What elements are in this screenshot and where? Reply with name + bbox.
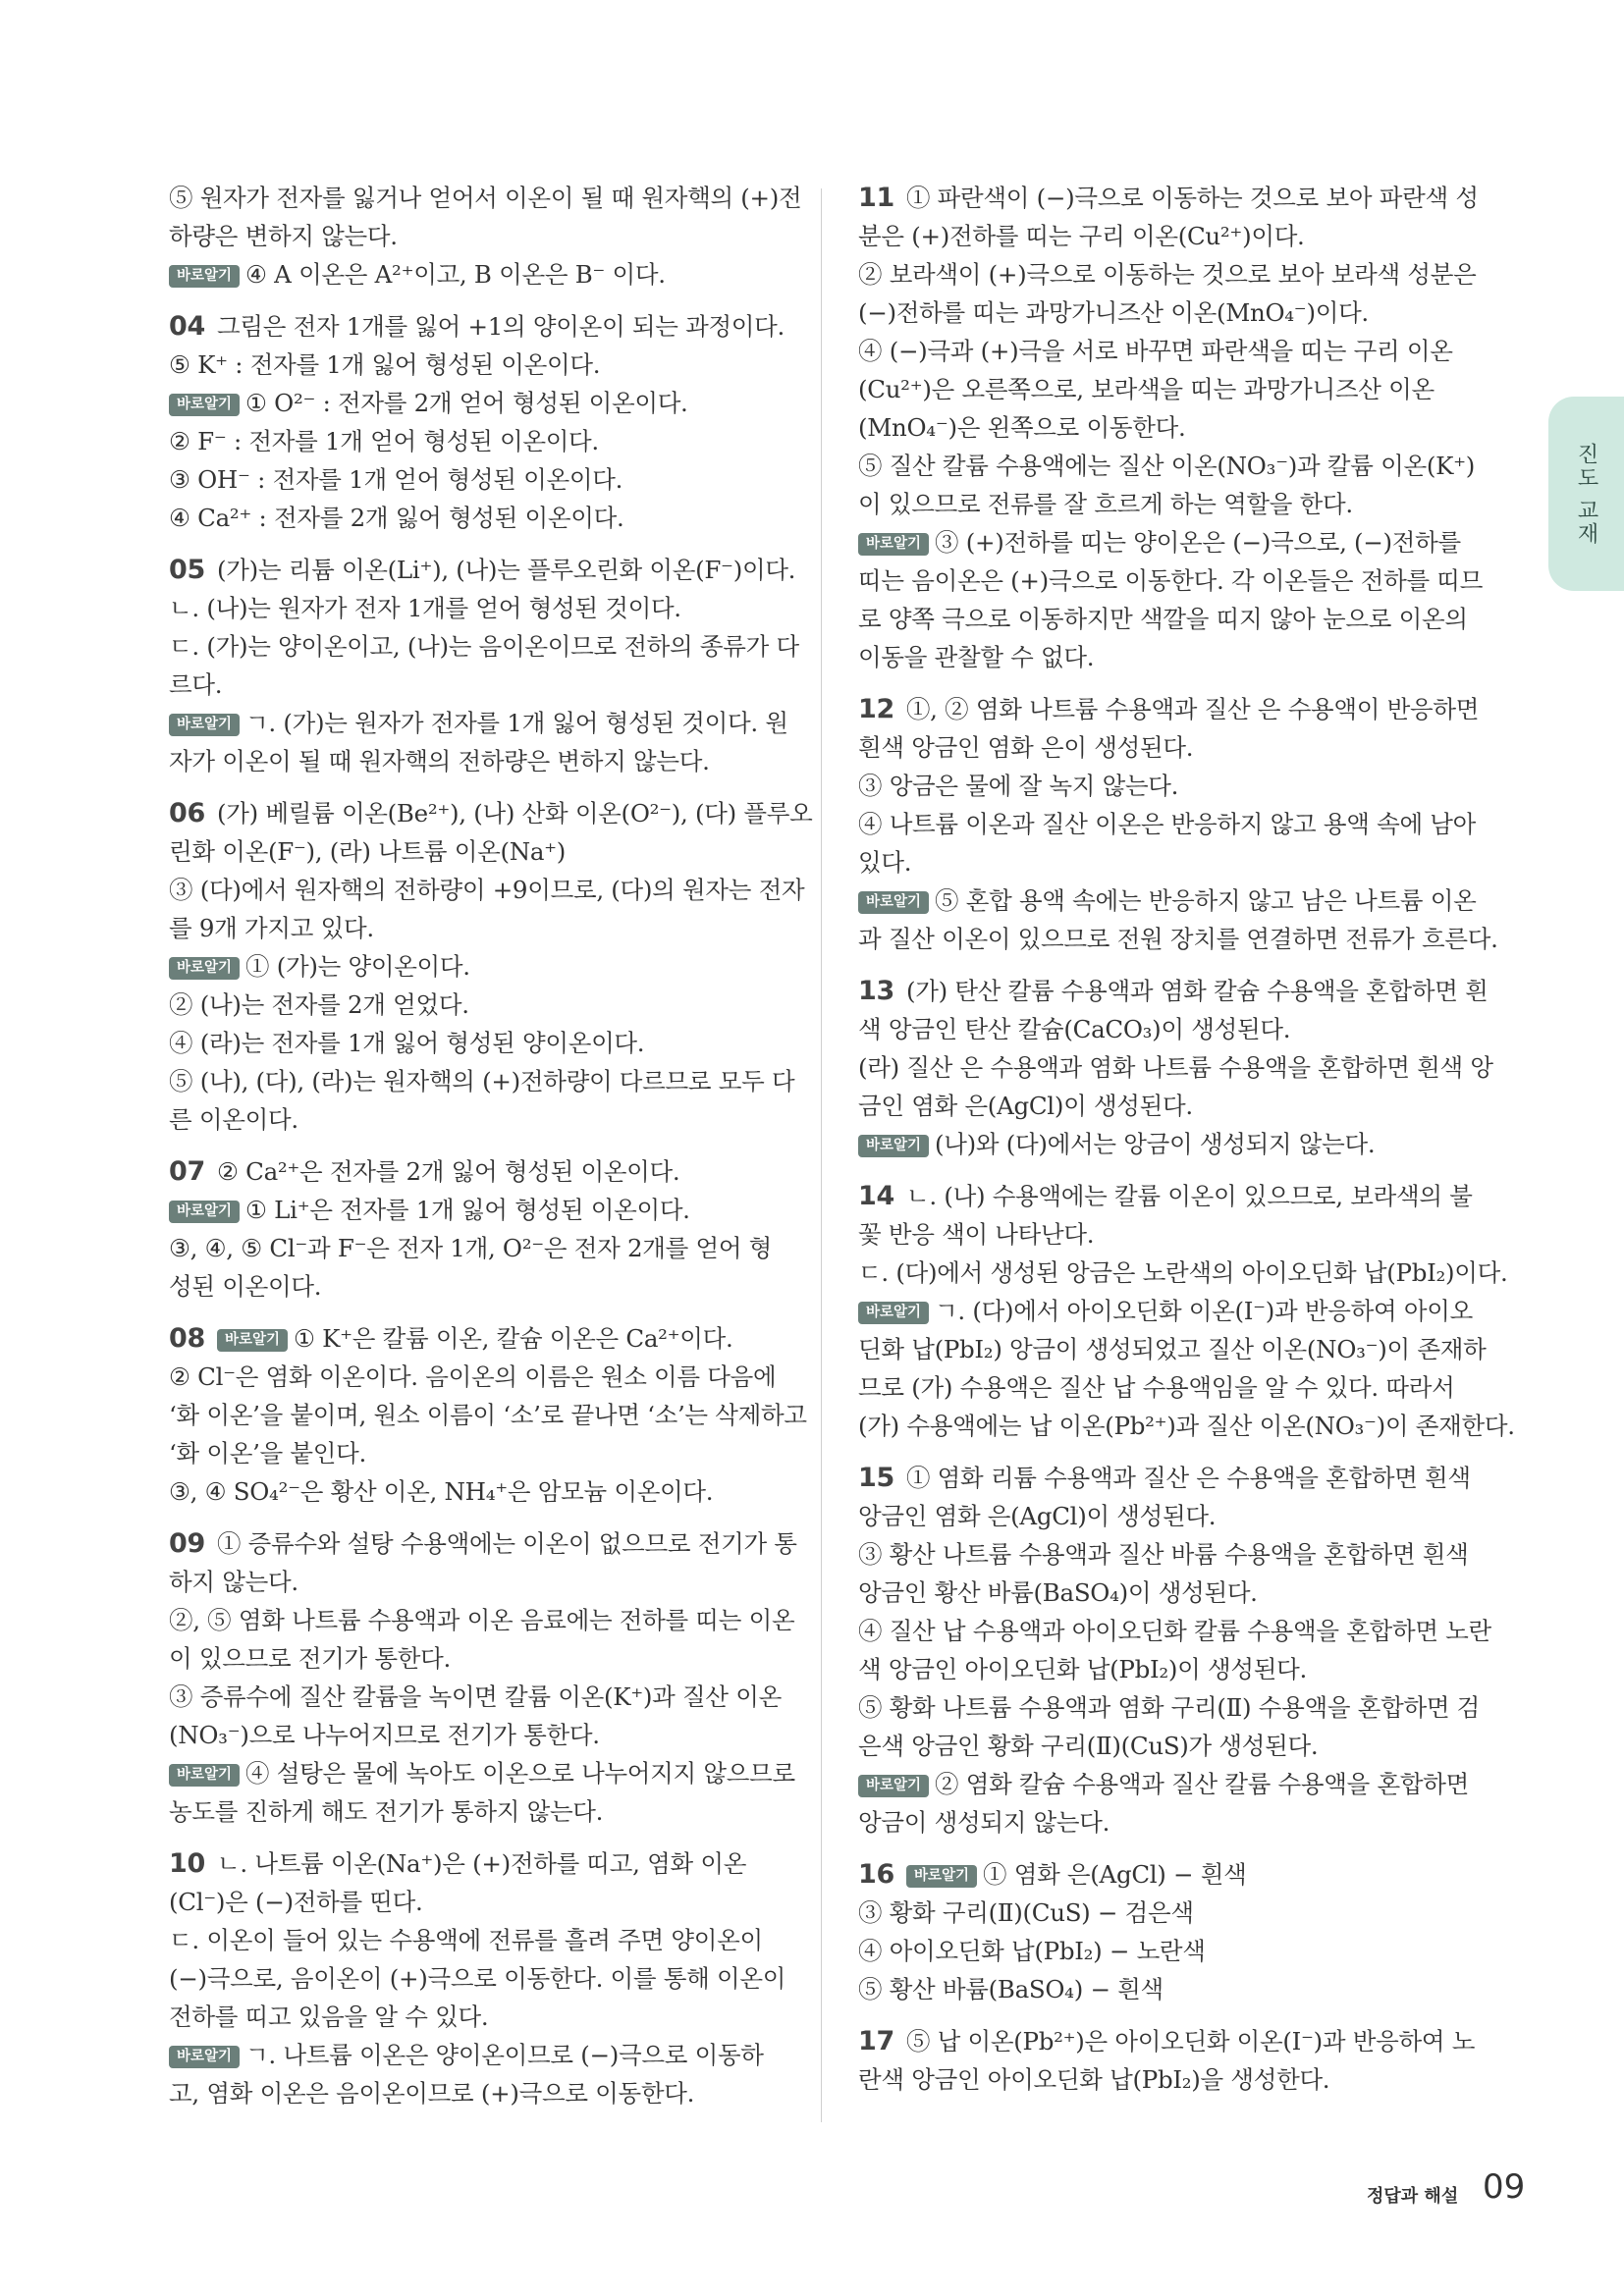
- line-text: ⑤ K⁺ : 전자를 1개 잃어 형성된 이온이다.: [169, 350, 601, 379]
- answer-line: [169, 1601, 795, 1639]
- line-text: ⑤ 황산 바륨(BaSO₄) − 흰색: [858, 1975, 1164, 2003]
- line-text: ‘화 이온’을 붙이며, 원소 이름이 ‘소’로 끝나면 ‘소’는 삭제하고: [169, 1401, 807, 1429]
- side-tab[interactable]: [1548, 397, 1624, 591]
- answer-line: [169, 1434, 787, 1472]
- line-text: ④ 질산 납 수용액과 아이오딘화 칼륨 수용액을 혼합하면 노란: [858, 1617, 1491, 1645]
- correction-badge: 바로알기: [169, 714, 240, 736]
- line-text: 딘화 납(PbI₂) 앙금이 생성되었고 질산 이온(NO₃⁻)이 존재하: [858, 1335, 1487, 1363]
- line-text: ⑤ 혼합 용액 속에는 반응하지 않고 남은 나트륨 이온: [935, 886, 1477, 915]
- answer-line: [858, 843, 1469, 881]
- answer-line: [858, 881, 1477, 920]
- line-text: ① 증류수와 설탕 수용액에는 이온이 없으므로 전기가 통: [216, 1529, 797, 1558]
- line-text: 성된 이온이다.: [169, 1272, 322, 1301]
- correction-badge: 바로알기: [906, 1865, 977, 1888]
- line-text: ① (가)는 양이온이다.: [245, 952, 470, 981]
- answer-entry: [169, 1152, 787, 1306]
- correction-badge: 바로알기: [169, 1201, 240, 1223]
- answer-line: [858, 1177, 1473, 1215]
- answer-line: [858, 179, 1479, 217]
- answer-entry: [169, 307, 787, 537]
- question-number: 07: [169, 1156, 205, 1187]
- correction-badge: 바로알기: [169, 2046, 240, 2068]
- answer-line: [169, 1844, 787, 1883]
- line-text: ⑤ 납 이온(Pb²⁺)은 아이오딘화 이온(I⁻)과 반응하여 노: [905, 2027, 1476, 2056]
- answer-line: [858, 1087, 1469, 1125]
- answer-line: [858, 600, 1469, 638]
- question-number: 14: [858, 1181, 894, 1211]
- answer-line: [169, 346, 787, 384]
- answer-line: [858, 1688, 1481, 1727]
- line-text: 이동을 관찰할 수 없다.: [858, 643, 1095, 671]
- answer-entry: [169, 1319, 807, 1511]
- line-text: 이 있으므로 전류를 잘 흐르게 하는 역할을 한다.: [858, 490, 1353, 518]
- answer-line: [169, 1754, 795, 1792]
- line-text: ㄷ. (다)에서 생성된 앙금은 노란색의 아이오딘화 납(PbI₂)이다.: [858, 1258, 1508, 1287]
- answer-line: [858, 485, 1469, 523]
- line-text: 과 질산 이온이 있으므로 전원 장치를 연결하면 전류가 흐른다.: [858, 925, 1498, 953]
- answer-line: [169, 794, 813, 832]
- line-text: 은색 앙금인 황화 구리(Ⅱ)(CuS)가 생성된다.: [858, 1732, 1319, 1760]
- answer-line: [169, 217, 787, 255]
- answer-line: [169, 1524, 797, 1563]
- answer-entry: [169, 794, 813, 1139]
- line-text: 흰색 앙금인 염화 은이 생성된다.: [858, 733, 1194, 762]
- answer-entry: [858, 1855, 1469, 2008]
- answer-line: [169, 666, 787, 704]
- question-number: 10: [169, 1848, 205, 1879]
- line-text: ① 파란색이 (−)극으로 이동하는 것으로 보아 파란색 성: [905, 184, 1479, 212]
- line-text: 띠는 음이온은 (+)극으로 이동한다. 각 이온들은 전하를 띠므: [858, 566, 1484, 595]
- line-text: (가) 탄산 칼륨 수용액과 염화 칼슘 수용액을 혼합하면 흰: [905, 977, 1489, 1005]
- answer-line: [858, 1535, 1469, 1574]
- answer-line: [169, 1024, 787, 1062]
- answer-line: [858, 1497, 1469, 1535]
- correction-badge: 바로알기: [858, 1302, 929, 1324]
- answer-line: [858, 332, 1469, 370]
- left-column: [169, 179, 813, 2126]
- answer-line: [169, 1062, 795, 1100]
- question-number: 12: [858, 694, 894, 724]
- line-text: ① 염화 은(AgCl) − 흰색: [983, 1860, 1247, 1889]
- line-text: 하량은 변하지 않는다.: [169, 222, 398, 250]
- line-text: ㄱ. (가)는 원자가 전자를 1개 잃어 형성된 것이다. 원: [245, 709, 788, 737]
- answer-line: [858, 408, 1469, 447]
- correction-badge: 바로알기: [169, 394, 240, 416]
- answer-line: [858, 972, 1489, 1010]
- line-text: ⑤ (나), (다), (라)는 원자핵의 (+)전하량이 다르므로 모두 다: [169, 1067, 795, 1095]
- answer-entry: [169, 1844, 787, 2112]
- answer-entry: [858, 1177, 1515, 1445]
- line-text: 농도를 진하게 해도 전기가 통하지 않는다.: [169, 1797, 604, 1826]
- line-text: 므로 (가) 수용액은 질산 납 수용액임을 알 수 있다. 따라서: [858, 1373, 1455, 1402]
- question-number: 04: [169, 311, 205, 342]
- correction-badge: 바로알기: [169, 1764, 240, 1787]
- line-text: (−)극으로, 음이온이 (+)극으로 이동한다. 이를 통해 이온이: [169, 1964, 786, 1993]
- line-text: ③, ④ SO₄²⁻은 황산 이온, NH₄⁺은 암모늄 이온이다.: [169, 1477, 714, 1506]
- right-column: [858, 179, 1515, 2112]
- line-text: ③ OH⁻ : 전자를 1개 얻어 형성된 이온이다.: [169, 465, 623, 494]
- line-text: (가) 베릴륨 이온(Be²⁺), (나) 산화 이온(O²⁻), (다) 플루오: [216, 799, 813, 828]
- answer-line: [169, 1563, 787, 1601]
- answer-line: [858, 1330, 1487, 1368]
- answer-line: [169, 1921, 787, 1959]
- line-text: ① Li⁺은 전자를 1개 잃어 형성된 이온이다.: [245, 1196, 690, 1224]
- line-text: ②, ⑤ 염화 나트륨 수용액과 이온 음료에는 전하를 띠는 이온: [169, 1606, 795, 1634]
- line-text: 란색 앙금인 아이오딘화 납(PbI₂)을 생성한다.: [858, 2065, 1330, 2094]
- page-number: 09: [1483, 2167, 1526, 2207]
- line-text: ② Ca²⁺은 전자를 2개 잃어 형성된 이온이다.: [216, 1157, 680, 1186]
- line-text: ① K⁺은 칼륨 이온, 칼슘 이온은 Ca²⁺이다.: [294, 1324, 733, 1353]
- answer-line: [858, 1010, 1469, 1048]
- line-text: 전하를 띠고 있음을 알 수 있다.: [169, 2002, 489, 2031]
- side-tab-label: 진도 교재: [1574, 442, 1598, 546]
- line-text: 있다.: [858, 848, 912, 877]
- answer-line: [169, 1191, 787, 1229]
- line-text: ⑤ 질산 칼륨 수용액에는 질산 이온(NO₃⁻)과 칼륨 이온(K⁺): [858, 452, 1475, 480]
- answer-line: [169, 742, 787, 780]
- answer-line: [169, 1998, 787, 2036]
- answer-line: [858, 1574, 1469, 1612]
- line-text: 를 9개 가지고 있다.: [169, 914, 374, 942]
- column-divider: [821, 188, 822, 2122]
- answer-line: [169, 1959, 787, 1998]
- answer-line: [858, 1765, 1469, 1803]
- correction-badge: 바로알기: [169, 957, 240, 980]
- answer-line: [169, 704, 787, 742]
- answer-line: [858, 1727, 1469, 1765]
- answer-line: [169, 589, 787, 627]
- answer-line: [169, 460, 787, 499]
- line-text: ③ 앙금은 물에 잘 녹지 않는다.: [858, 772, 1179, 800]
- line-text: ㄱ. (다)에서 아이오딘화 이온(I⁻)과 반응하여 아이오: [935, 1297, 1473, 1325]
- line-text: ④ 나트륨 이온과 질산 이온은 반응하지 않고 용액 속에 남아: [858, 810, 1477, 838]
- answer-line: [169, 871, 805, 909]
- answer-line: [858, 1459, 1469, 1497]
- line-text: ② Cl⁻은 염화 이온이다. 음이온의 이름은 원소 이름 다음에: [169, 1362, 777, 1391]
- line-text: ② 보라색이 (+)극으로 이동하는 것으로 보아 보라색 성분은: [858, 260, 1477, 289]
- correction-badge: 바로알기: [169, 265, 240, 288]
- line-text: ‘화 이온’을 붙인다.: [169, 1439, 367, 1468]
- answer-line: [169, 1396, 807, 1434]
- answer-line: [858, 447, 1475, 485]
- line-text: ② 염화 칼슘 수용액과 질산 칼륨 수용액을 혼합하면: [935, 1770, 1469, 1798]
- line-text: (라) 질산 은 수용액과 염화 나트륨 수용액을 혼합하면 흰색 앙: [858, 1053, 1493, 1082]
- line-text: ③ 황산 나트륨 수용액과 질산 바륨 수용액을 혼합하면 흰색: [858, 1540, 1469, 1569]
- answer-line: [169, 1229, 787, 1267]
- answer-line: [169, 1716, 787, 1754]
- line-text: 앙금인 염화 은(AgCl)이 생성된다.: [858, 1502, 1217, 1530]
- line-text: ③, ④, ⑤ Cl⁻과 F⁻은 전자 1개, O²⁻은 전자 2개를 얻어 형: [169, 1234, 773, 1262]
- correction-badge: 바로알기: [858, 1135, 929, 1157]
- line-text: ③ (+)전하를 띠는 양이온은 (−)극으로, (−)전하를: [935, 528, 1461, 557]
- line-text: (NO₃⁻)으로 나누어지므로 전기가 통한다.: [169, 1721, 600, 1749]
- question-number: 09: [169, 1528, 205, 1559]
- answer-line: [169, 832, 787, 871]
- answer-line: [169, 1883, 787, 1921]
- answer-entry: [858, 179, 1484, 676]
- answer-line: [169, 1678, 787, 1716]
- line-text: ④ (−)극과 (+)극을 서로 바꾸면 파란색을 띠는 구리 이온: [858, 337, 1453, 365]
- question-number: 15: [858, 1463, 894, 1493]
- line-text: ⑤ 원자가 전자를 잃거나 얻어서 이온이 될 때 원자핵의 (+)전: [169, 184, 802, 212]
- line-text: 이 있으므로 전기가 통한다.: [169, 1644, 451, 1673]
- answer-line: [858, 1803, 1469, 1842]
- answer-entry: [858, 690, 1498, 958]
- line-text: 앙금이 생성되지 않는다.: [858, 1808, 1110, 1837]
- answer-line: [169, 909, 787, 947]
- line-text: ㄱ. 나트륨 이온은 양이온이므로 (−)극으로 이동하: [245, 2041, 764, 2069]
- answer-entry: [169, 551, 799, 780]
- answer-line: [169, 1267, 787, 1306]
- answer-line: [858, 1894, 1469, 1932]
- line-text: (MnO₄⁻)은 왼쪽으로 이동한다.: [858, 413, 1186, 442]
- answer-line: [858, 370, 1469, 408]
- line-text: ⑤ 황화 나트륨 수용액과 염화 구리(Ⅱ) 수용액을 혼합하면 검: [858, 1693, 1481, 1722]
- line-text: 자가 이온이 될 때 원자핵의 전하량은 변하지 않는다.: [169, 747, 710, 775]
- answer-line: [858, 2060, 1469, 2099]
- line-text: (−)전하를 띠는 과망가니즈산 이온(MnO₄⁻)이다.: [858, 298, 1369, 327]
- answer-line: [169, 422, 787, 460]
- answer-line: [169, 384, 787, 422]
- answer-line: [858, 690, 1480, 728]
- line-text: 그림은 전자 1개를 잃어 +1의 양이온이 되는 과정이다.: [216, 312, 785, 341]
- line-text: 금인 염화 은(AgCl)이 생성된다.: [858, 1092, 1193, 1120]
- line-text: 로 양쪽 극으로 이동하지만 색깔을 띠지 않아 눈으로 이온의: [858, 605, 1468, 633]
- line-text: 색 앙금인 아이오딘화 납(PbI₂)이 생성된다.: [858, 1655, 1307, 1683]
- line-text: (가)는 리튬 이온(Li⁺), (나)는 플루오린화 이온(F⁻)이다.: [216, 556, 796, 584]
- answer-line: [858, 920, 1498, 958]
- line-text: 색 앙금인 탄산 칼슘(CaCO₃)이 생성된다.: [858, 1015, 1291, 1043]
- line-text: ㄴ. (나)는 원자가 전자 1개를 얻어 형성된 것이다.: [169, 594, 681, 622]
- answer-line: [858, 2022, 1476, 2060]
- question-number: 08: [169, 1323, 205, 1354]
- line-text: ④ (라)는 전자를 1개 잃어 형성된 양이온이다.: [169, 1029, 645, 1057]
- answer-line: [858, 1368, 1469, 1407]
- answer-line: [169, 986, 787, 1024]
- answer-entry: [858, 1459, 1491, 1842]
- line-text: (나)와 (다)에서는 앙금이 생성되지 않는다.: [935, 1130, 1376, 1158]
- question-number: 06: [169, 798, 205, 828]
- answer-line: [858, 1254, 1508, 1292]
- line-text: ③ 증류수에 질산 칼륨을 녹이면 칼륨 이온(K⁺)과 질산 이온: [169, 1682, 782, 1711]
- line-text: ③ (다)에서 원자핵의 전하량이 +9이므로, (다)의 원자는 전자: [169, 876, 805, 904]
- line-text: (Cu²⁺)은 오른쪽으로, 보라색을 띠는 과망가니즈산 이온: [858, 375, 1435, 403]
- answer-line: [858, 1407, 1515, 1445]
- answer-line: [858, 728, 1469, 767]
- line-text: 른 이온이다.: [169, 1105, 298, 1134]
- answer-line: [858, 1048, 1493, 1087]
- correction-badge: 바로알기: [858, 533, 929, 556]
- answer-line: [858, 1932, 1469, 1970]
- answer-line: [169, 255, 787, 294]
- line-text: ㄴ. 나트륨 이온(Na⁺)은 (+)전하를 띠고, 염화 이온: [216, 1849, 747, 1878]
- line-text: (Cl⁻)은 (−)전하를 띤다.: [169, 1888, 423, 1916]
- answer-line: [858, 217, 1469, 255]
- answer-line: [169, 307, 787, 346]
- answer-line: [858, 561, 1484, 600]
- answer-line: [858, 1650, 1469, 1688]
- line-text: ④ Ca²⁺ : 전자를 2개 잃어 형성된 이온이다.: [169, 504, 624, 532]
- answer-line: [858, 294, 1469, 332]
- answer-line: [169, 1792, 787, 1831]
- answer-line: [858, 1612, 1491, 1650]
- line-text: ①, ② 염화 나트륨 수용액과 질산 은 수용액이 반응하면: [905, 695, 1480, 723]
- answer-line: [169, 627, 799, 666]
- answer-line: [858, 255, 1477, 294]
- question-number: 17: [858, 2026, 894, 2056]
- answer-line: [858, 1855, 1469, 1894]
- line-text: 앙금인 황산 바륨(BaSO₄)이 생성된다.: [858, 1578, 1258, 1607]
- answer-entry: [858, 2022, 1476, 2099]
- answer-line: [169, 551, 796, 589]
- answer-line: [169, 1152, 787, 1191]
- line-text: 분은 (+)전하를 띠는 구리 이온(Cu²⁺)이다.: [858, 222, 1305, 250]
- answer-line: [169, 179, 802, 217]
- line-text: 꽃 반응 색이 나타난다.: [858, 1220, 1095, 1249]
- answer-line: [169, 947, 787, 986]
- answer-line: [858, 638, 1469, 676]
- line-text: 고, 염화 이온은 음이온이므로 (+)극으로 이동한다.: [169, 2079, 695, 2108]
- line-text: ㄴ. (나) 수용액에는 칼륨 이온이 있으므로, 보라색의 불: [905, 1182, 1473, 1210]
- line-text: ① O²⁻ : 전자를 2개 얻어 형성된 이온이다.: [245, 389, 688, 417]
- line-text: ② (나)는 전자를 2개 얻었다.: [169, 990, 469, 1019]
- line-text: ㄷ. 이온이 들어 있는 수용액에 전류를 흘려 주면 양이온이: [169, 1926, 763, 1954]
- line-text: ④ 아이오딘화 납(PbI₂) − 노란색: [858, 1937, 1206, 1965]
- answer-line: [858, 523, 1469, 561]
- answer-line: [169, 1358, 787, 1396]
- line-text: ③ 황화 구리(Ⅱ)(CuS) − 검은색: [858, 1898, 1194, 1927]
- line-text: ④ A 이온은 A²⁺이고, B 이온은 B⁻ 이다.: [245, 260, 666, 289]
- line-text: (가) 수용액에는 납 이온(Pb²⁺)과 질산 이온(NO₃⁻)이 존재한다.: [858, 1412, 1515, 1440]
- line-text: 르다.: [169, 670, 223, 699]
- answer-line: [169, 499, 787, 537]
- answer-line: [169, 1100, 787, 1139]
- question-number: 13: [858, 976, 894, 1006]
- line-text: ② F⁻ : 전자를 1개 얻어 형성된 이온이다.: [169, 427, 599, 455]
- answer-line: [858, 1970, 1469, 2008]
- answer-line: [858, 767, 1469, 805]
- answer-line: [169, 2036, 787, 2074]
- line-text: ① 염화 리튬 수용액과 질산 은 수용액을 혼합하면 흰색: [905, 1464, 1471, 1492]
- correction-badge: 바로알기: [217, 1329, 288, 1352]
- correction-badge: 바로알기: [858, 891, 929, 914]
- answer-line: [169, 1472, 787, 1511]
- line-text: ④ 설탕은 물에 녹아도 이온으로 나누어지지 않으므로: [245, 1759, 795, 1788]
- answer-entry: [169, 179, 802, 294]
- line-text: 하지 않는다.: [169, 1568, 298, 1596]
- line-text: 린화 이온(F⁻), (라) 나트륨 이온(Na⁺): [169, 837, 567, 866]
- footer-label: 정답과 해설: [1367, 2186, 1459, 2207]
- question-number: 16: [858, 1859, 894, 1890]
- line-text: ㄷ. (가)는 양이온이고, (나)는 음이온이므로 전하의 종류가 다: [169, 632, 799, 661]
- answer-line: [858, 1125, 1469, 1163]
- answer-entry: [169, 1524, 797, 1831]
- answer-line: [169, 1319, 787, 1358]
- answer-line: [169, 1639, 787, 1678]
- correction-badge: 바로알기: [858, 1775, 929, 1797]
- question-number: 05: [169, 555, 205, 585]
- answer-line: [858, 1292, 1473, 1330]
- answer-line: [169, 2074, 787, 2112]
- answer-line: [858, 805, 1477, 843]
- answer-line: [858, 1215, 1469, 1254]
- question-number: 11: [858, 183, 894, 213]
- answer-entry: [858, 972, 1493, 1163]
